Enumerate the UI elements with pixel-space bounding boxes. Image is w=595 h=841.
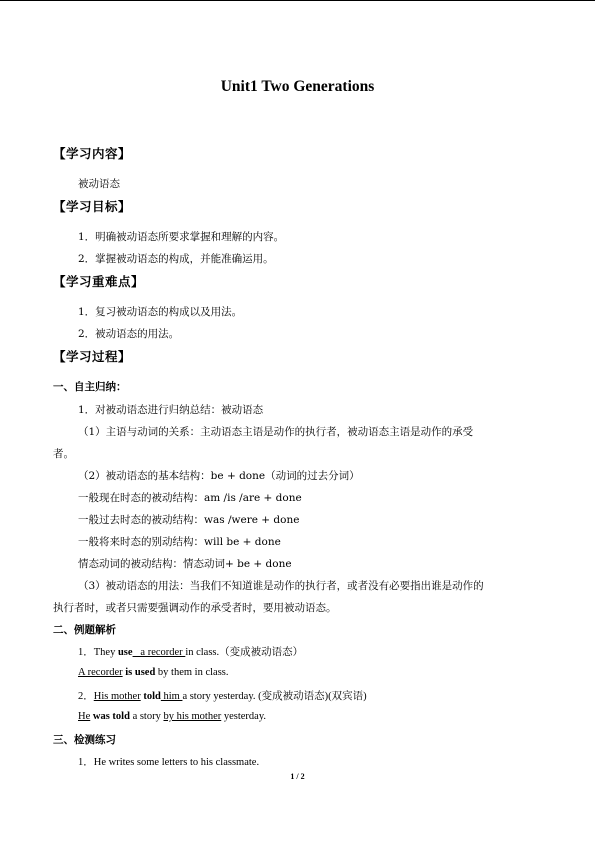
part1-p1-line1: （1）主语与动词的关系：主动语态主语是动作的执行者，被动语态主语是动作的承受 (78, 426, 474, 438)
heading-key-points: 【学习重难点】 (53, 274, 145, 289)
answer-1-subject: A recorder (78, 667, 123, 678)
content-text: 被动语态 (78, 178, 120, 190)
answer-2-agent: by his mother (163, 711, 222, 722)
key-point-2: 2．被动语态的用法。 (78, 328, 180, 340)
answer-1-verb: is used (122, 667, 156, 678)
answer-2 (78, 710, 266, 722)
goal-item-1: 1．明确被动语态所要求掌握和理解的内容。 (78, 231, 285, 243)
example-1-rest: in class.（变成被动语态） (185, 647, 304, 658)
heading-content: 【学习内容】 (53, 146, 132, 161)
example-2-verb: told (140, 691, 161, 702)
document-title: Unit1 Two Generations (220, 78, 375, 95)
answer-1-rest: by them in class. (155, 667, 229, 678)
part1-p2: （2）被动语态的基本结构：be + done（动词的过去分词） (78, 470, 360, 482)
example-1 (78, 644, 303, 659)
part1-future: 一般将来时态的别动结构：will be + done (78, 536, 281, 548)
heading-goals: 【学习目标】 (53, 199, 132, 214)
example-1-verb: use (117, 647, 133, 658)
answer-2-subject: He (78, 711, 91, 722)
answer-1 (78, 666, 229, 678)
exercise-item-1-text: 1．He writes some letters to his classmate. (78, 757, 260, 768)
part1-present: 一般现在时态的被动结构：am /is /are + done (78, 492, 302, 504)
example-2-object: him (160, 691, 183, 702)
goal-item-2: 2．掌握被动语态的构成，并能准确运用。 (78, 253, 274, 265)
exercise-item-1 (78, 754, 259, 769)
part1-modal: 情态动词的被动结构：情态动词+ be + done (78, 558, 292, 570)
answer-2-middle: a story (129, 711, 164, 722)
key-point-1: 1．复习被动语态的构成以及用法。 (78, 306, 243, 318)
part1-heading: 一、自主归纳： (53, 381, 127, 393)
answer-2-verb: was told (90, 711, 130, 722)
part1-past: 一般过去时态的被动结构：was /were + done (78, 514, 300, 526)
example-2 (78, 688, 367, 703)
page-number: 1 / 2 (290, 772, 305, 781)
part1-intro: 1．对被动语态进行归纳总结：被动语态 (78, 404, 264, 416)
example-1-object: a recorder (132, 647, 186, 658)
part3-heading: 三、检测练习 (53, 734, 116, 746)
page-top-border (0, 0, 595, 1)
example-2-subject: His mother (93, 691, 141, 702)
example-1-number: 1．They (78, 647, 118, 658)
part1-p3-line2: 执行者时，或者只需要强调动作的承受者时，要用被动语态。 (53, 602, 337, 614)
heading-process: 【学习过程】 (53, 349, 132, 364)
example-2-number: 2． (78, 691, 94, 702)
answer-2-rest: yesterday. (221, 711, 267, 722)
part1-p3-line1: （3）被动语态的用法：当我们不知道谁是动作的执行者，或者没有必要指出谁是动作的 (78, 580, 484, 592)
example-2-rest: a story yesterday. (变成被动语态)(双宾语) (182, 691, 367, 702)
part1-p1-line2: 者。 (53, 448, 74, 460)
part2-heading: 二、例题解析 (53, 624, 116, 636)
